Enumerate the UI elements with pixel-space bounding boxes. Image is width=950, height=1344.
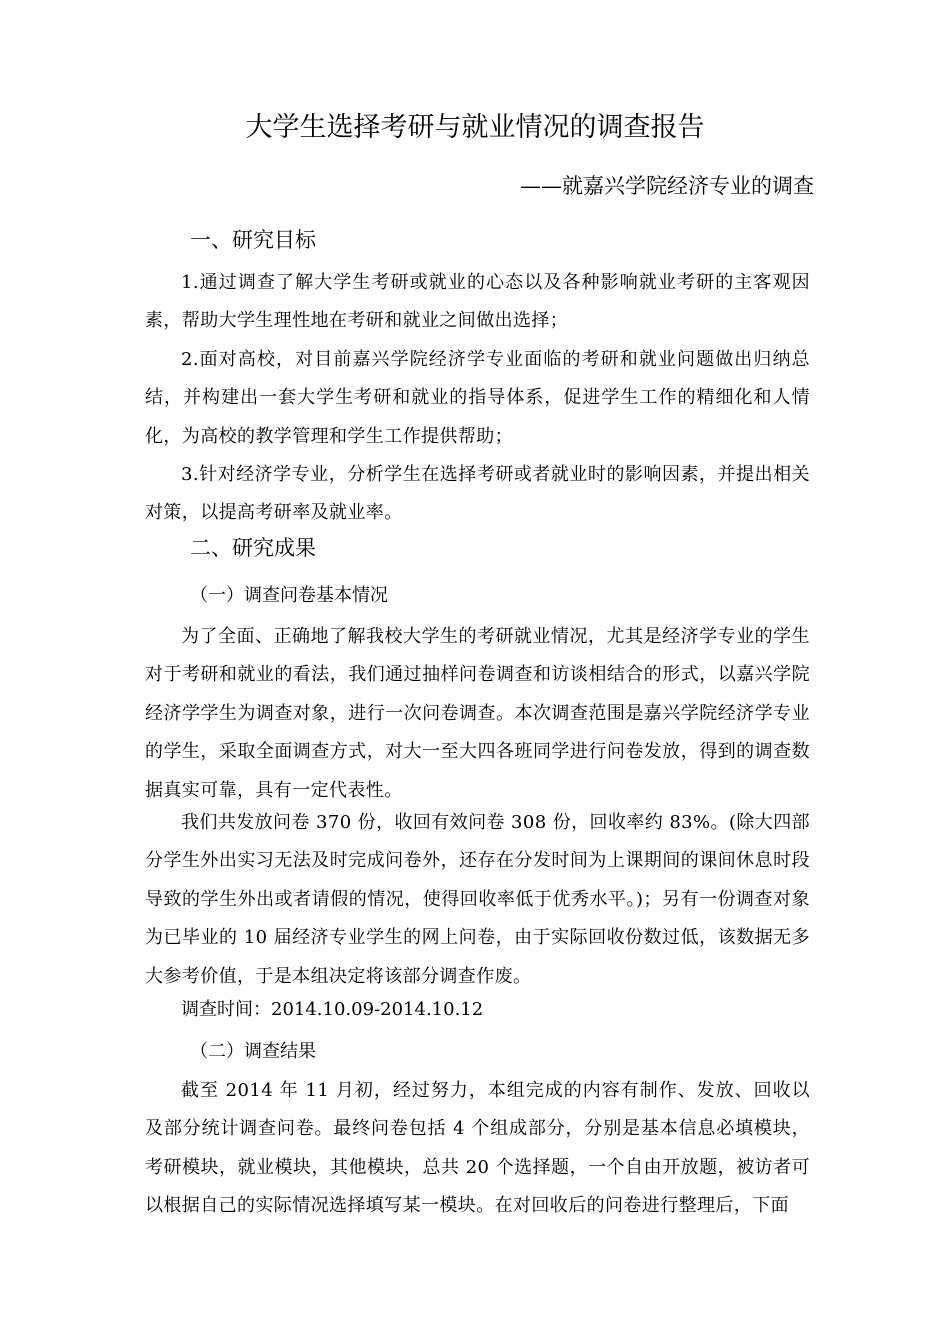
survey-basics-paragraph-2: 我们共发放问卷 370 份，收回有效问卷 308 份，回收率约 83%。(除大四部分学生外出实习无法及时完成问卷外，还存在分发时间为上课期间的课间休息时段导致的学生外出或者请假的情况，使得回收率低于优秀水平。)；另有一份调查对象为已毕业的 10 届经济专业学生的网上问卷，由于实际回收份数过低，该数据无多大参考价值，于是本组决定将该部分调查作废。 (145, 812, 810, 987)
subsection-heading-survey-basics: （一）调查问卷基本情况 (190, 585, 388, 606)
goal-item-3: 3.针对经济学专业，分析学生在选择考研或者就业时的影响因素，并提出相关对策，以提高考研率及就业率。 (145, 464, 810, 524)
survey-results-paragraph: 截至 2014 年 11 月初，经过努力，本组完成的内容有制作、发放、回收以及部分统计调查问卷。最终问卷包括 4 个组成部分，分别是基本信息必填模块，考研模块，就业模块，其他模块，总共 20 个选择题，一个自由开放题，被访者可以根据自己的实际情况选择填写某一模块。在对回收后的问卷进行整理后，下面 (145, 1080, 810, 1217)
survey-time: 调查时间：2014.10.09-2014.10.12 (181, 999, 484, 1020)
goal-item-2: 2.面对高校，对目前嘉兴学院经济学专业面临的考研和就业问题做出归纳总结，并构建出一套大学生考研和就业的指导体系，促进学生工作的精细化和人情化，为高校的教学管理和学生工作提供帮助； (145, 349, 810, 447)
survey-basics-paragraph-1: 为了全面、正确地了解我校大学生的考研就业情况，尤其是经济学专业的学生对于考研和就业的看法，我们通过抽样问卷调查和访谈相结合的形式，以嘉兴学院经济学学生为调查对象，进行一次问卷调查。本次调查范围是嘉兴学院经济学专业的学生，采取全面调查方式，对大一至大四各班同学进行问卷发放，得到的调查数据真实可靠，具有一定代表性。 (145, 626, 810, 801)
document-title: 大学生选择考研与就业情况的调查报告 (245, 112, 705, 143)
document-subtitle: ——就嘉兴学院经济专业的调查 (520, 174, 814, 198)
subsection-heading-survey-results: （二）调查结果 (190, 1041, 316, 1062)
goal-item-1: 1.通过调查了解大学生考研或就业的心态以及各种影响就业考研的主客观因素，帮助大学生理性地在考研和就业之间做出选择； (145, 272, 810, 332)
section-heading-research-goals: 一、研究目标 (190, 228, 316, 252)
section-heading-research-results: 二、研究成果 (190, 536, 316, 560)
